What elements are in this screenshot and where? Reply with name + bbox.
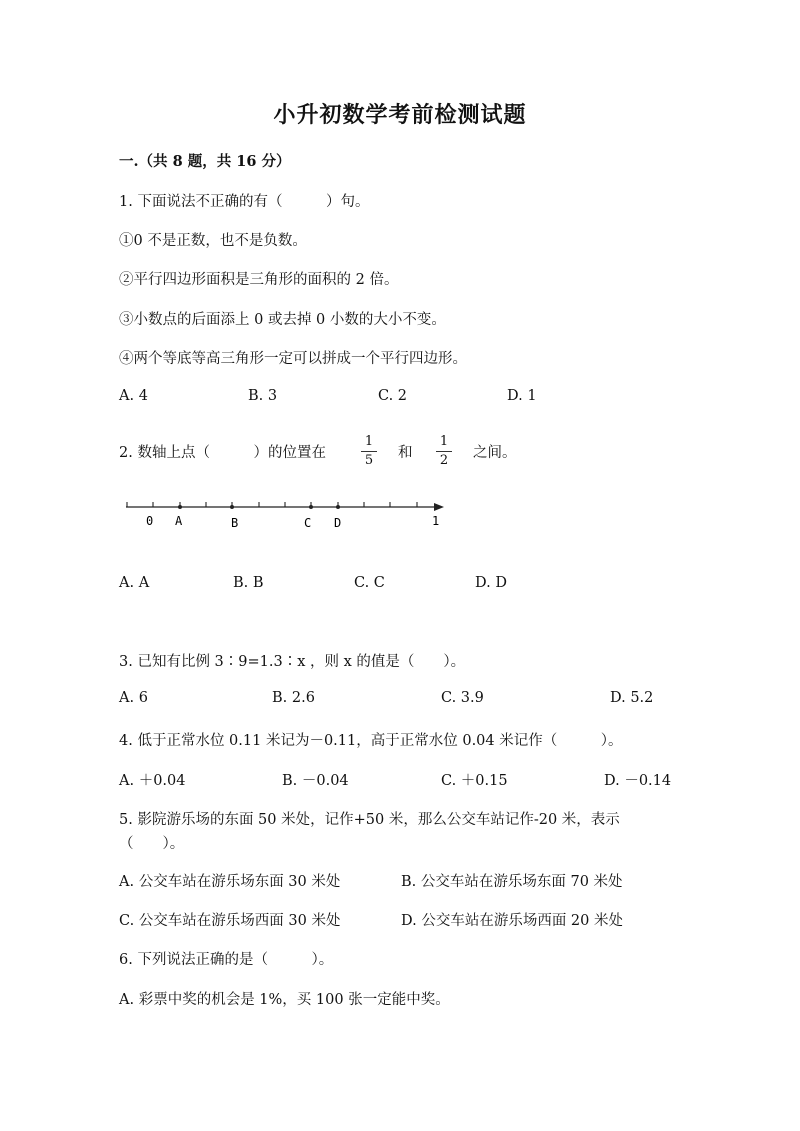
fraction-bar bbox=[361, 451, 377, 452]
point-b-dot bbox=[230, 505, 234, 509]
label-d: D bbox=[334, 516, 342, 530]
question-1-statement: ①0 不是正数，也不是负数。 bbox=[119, 233, 307, 249]
question-5-stem: 5. 影院游乐场的东面 50 米处，记作+50 米，那么公交车站记作-20 米，表示 bbox=[119, 812, 620, 828]
question-5-option-c[interactable]: C. 公交车站在游乐场西面 30 米处 bbox=[119, 913, 341, 929]
section-heading: 一.（共 8 题，共 16 分） bbox=[119, 153, 291, 170]
label-b: B bbox=[231, 516, 239, 530]
question-3-option-a[interactable]: A. 6 bbox=[119, 690, 148, 706]
question-2-option-d[interactable]: D. D bbox=[475, 575, 507, 591]
fraction-one-fifth bbox=[361, 434, 377, 469]
fraction-numerator: 1 bbox=[439, 434, 449, 449]
fraction-one-half bbox=[436, 434, 452, 469]
number-line bbox=[118, 494, 458, 538]
number-line-arrow bbox=[434, 503, 444, 511]
question-2-option-c[interactable]: C. C bbox=[354, 575, 385, 591]
label-one: 1 bbox=[432, 514, 440, 528]
page-title: 小升初数学考前检测试题 bbox=[273, 102, 527, 128]
fraction-bar bbox=[436, 451, 452, 452]
question-5-option-b[interactable]: B. 公交车站在游乐场东面 70 米处 bbox=[401, 874, 623, 890]
question-6-option-a[interactable]: A. 彩票中奖的机会是 1%，买 100 张一定能中奖。 bbox=[119, 992, 450, 1008]
fraction-denominator: 5 bbox=[364, 453, 374, 468]
point-c-dot bbox=[309, 505, 313, 509]
question-5-option-a[interactable]: A. 公交车站在游乐场东面 30 米处 bbox=[119, 874, 341, 890]
fraction-denominator: 2 bbox=[439, 453, 449, 468]
fraction-numerator: 1 bbox=[364, 434, 374, 449]
question-3-option-b[interactable]: B. 2.6 bbox=[272, 690, 315, 706]
question-1-option-b[interactable]: B. 3 bbox=[248, 388, 278, 404]
question-4-option-a[interactable]: A. ＋0.04 bbox=[119, 773, 186, 789]
question-1-statement: ④两个等底等高三角形一定可以拼成一个平行四边形。 bbox=[119, 351, 467, 367]
question-5-option-d[interactable]: D. 公交车站在游乐场西面 20 米处 bbox=[401, 913, 623, 929]
question-2-option-b[interactable]: B. B bbox=[233, 575, 264, 591]
point-a-dot bbox=[178, 505, 182, 509]
question-4-option-d[interactable]: D. －0.14 bbox=[604, 773, 672, 789]
question-1-option-d[interactable]: D. 1 bbox=[507, 388, 537, 404]
question-1-stem: 1. 下面说法不正确的有（ ）句。 bbox=[119, 194, 370, 210]
label-c: C bbox=[304, 516, 312, 530]
question-4-stem: 4. 低于正常水位 0.11 米记为－0.11，高于正常水位 0.04 米记作（ ）。 bbox=[119, 733, 623, 749]
question-5-stem-continued: （ ）。 bbox=[119, 836, 185, 852]
point-d-dot bbox=[336, 505, 340, 509]
question-1-option-c[interactable]: C. 2 bbox=[378, 388, 408, 404]
question-2-option-a[interactable]: A. A bbox=[119, 575, 150, 591]
question-3-option-c[interactable]: C. 3.9 bbox=[441, 690, 484, 706]
question-2-and: 和 bbox=[398, 445, 413, 461]
question-1-option-a[interactable]: A. 4 bbox=[119, 388, 148, 404]
question-2-stem: 2. 数轴上点（ ）的位置在 bbox=[119, 445, 326, 461]
question-2-stem-end: 之间。 bbox=[473, 445, 517, 461]
question-3-stem: 3. 已知有比例 3∶9=1.3∶x ，则 x 的值是（ ）。 bbox=[119, 654, 466, 670]
number-line-ticks bbox=[127, 502, 417, 507]
question-1-statement: ②平行四边形面积是三角形的面积的 2 倍。 bbox=[119, 272, 399, 288]
question-6-stem: 6. 下列说法正确的是（ ）。 bbox=[119, 952, 334, 968]
question-4-option-c[interactable]: C. ＋0.15 bbox=[441, 773, 508, 789]
question-4-option-b[interactable]: B. －0.04 bbox=[282, 773, 349, 789]
question-1-statement: ③小数点的后面添上 0 或去掉 0 小数的大小不变。 bbox=[119, 312, 446, 328]
label-zero: 0 bbox=[146, 514, 154, 528]
label-a: A bbox=[175, 514, 183, 528]
question-3-option-d[interactable]: D. 5.2 bbox=[610, 690, 654, 706]
